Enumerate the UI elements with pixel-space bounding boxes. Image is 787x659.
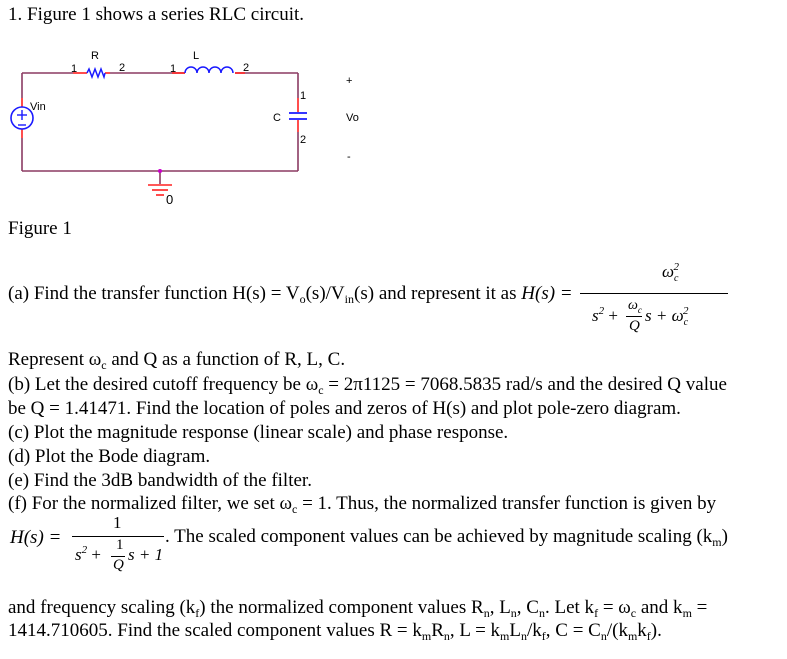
resistor-pin1: 1	[71, 63, 78, 75]
part-a-inner-numerator: $\omega_c$	[628, 298, 642, 315]
part-f-denominator-tail: s + 1	[128, 545, 164, 564]
part-a-text: (a) Find the transfer function $H(s) = V_o(s)/V_{in}(s)$ and represent it as H(s) =	[8, 283, 573, 306]
part-f-numerator: 1	[113, 513, 122, 532]
part-e: (e) Find the 3dB bandwidth of the filter.	[8, 470, 312, 491]
part-b-line1: (b) Let the desired cutoff frequency be $\omega_c = 2\pi 1125 = 7068.5835$ rad/s and the desired Q value	[8, 374, 727, 397]
capacitor-symbol	[289, 113, 307, 119]
part-f-denominator: $s^2$ +	[75, 544, 101, 564]
part-a-denominator-tail: $s + \omega_c^2$	[645, 305, 689, 328]
resistor-symbol	[87, 69, 105, 77]
output-plus: +	[346, 75, 353, 87]
resistor-pin2: 2	[119, 62, 126, 74]
capacitor-pin2: 2	[300, 134, 307, 146]
part-d: (d) Plot the Bode diagram.	[8, 446, 211, 467]
circuit-wires	[22, 73, 298, 171]
output-label: Vo	[346, 112, 359, 124]
part-a-fraction-bar	[580, 293, 728, 294]
part-f-line4: 1414.710605. Find the scaled component values $R = k_mR_n$, $L = k_mL_n/k_f$, $C = C_n/(k_mk_f)$.	[8, 620, 662, 643]
part-a-inner-fraction-bar	[626, 316, 642, 317]
inductor-pin2: 2	[243, 62, 250, 74]
part-a-represent: Represent $\omega_c$ and Q as a function of R, L, C.	[8, 349, 346, 372]
capacitor-pin1: 1	[300, 90, 307, 102]
problem-heading: 1. Figure 1 shows a series RLC circuit.	[8, 4, 305, 25]
part-f-after-equation: . The scaled component values can be achieved by magnitude scaling $(k_m)$	[165, 526, 728, 549]
part-b-line2: be Q = 1.41471. Find the location of poles and zeros of H(s) and plot pole-zero diagram.	[8, 398, 681, 419]
part-a-numerator: $\omega_c^2$	[662, 261, 679, 284]
rlc-circuit-figure	[0, 40, 380, 226]
part-a-inner-denominator: Q	[629, 318, 640, 334]
figure-caption: Figure 1	[8, 218, 72, 239]
inductor-label: L	[193, 50, 200, 62]
part-f-line3: and frequency scaling $(k_f)$ the normalized component values $R_n$, $L_n$, $C_n$. Let $k_f = \omega_c$ and $k_m$ =	[8, 597, 708, 620]
output-minus: -	[347, 151, 351, 163]
ground-label: 0	[166, 192, 174, 207]
part-a-denominator: $s^2$ +	[592, 305, 618, 325]
part-f-inner-denominator: Q	[113, 557, 124, 573]
pin-stubs	[22, 73, 298, 138]
part-c: (c) Plot the magnitude response (linear scale) and phase response.	[8, 422, 509, 443]
part-f-lhs: H(s) =	[10, 527, 62, 548]
inductor-pin1: 1	[170, 63, 177, 75]
capacitor-label: C	[273, 112, 281, 124]
resistor-label: R	[91, 50, 99, 62]
source-label: Vin	[30, 101, 46, 113]
part-f-line1: (f) For the normalized filter, we set $\omega_c = 1$. Thus, the normalized transfer function is given by	[8, 493, 717, 516]
part-f-inner-numerator: 1	[116, 537, 124, 553]
inductor-symbol	[185, 67, 233, 73]
